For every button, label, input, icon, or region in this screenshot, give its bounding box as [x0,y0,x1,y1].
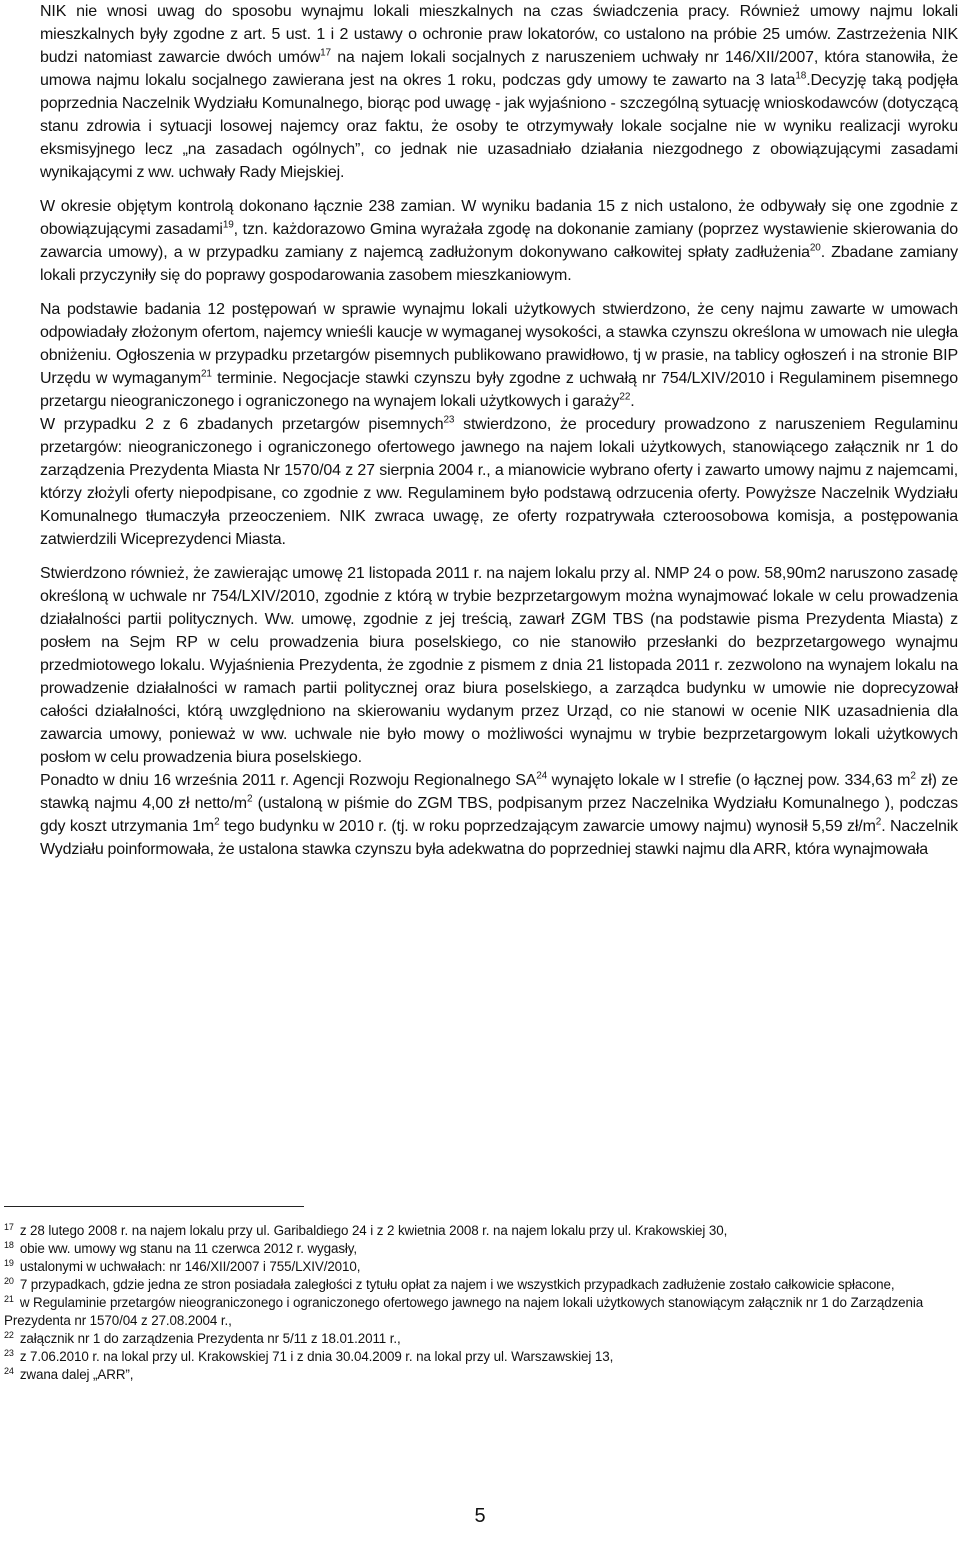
footnote-number: 17 [4,1221,14,1232]
paragraph-text: (ustaloną w piśmie do ZGM TBS, podpisanym przez Naczelnika Wydziału Komunalnego ), podczas gdy koszt utrzymania 1m [40,795,959,835]
main-text [40,0,958,861]
footnote-text: w Regulaminie przetargów nieograniczonego i ograniczonego ofertowego jawnego na najem lokali użytkowych stanowiącym załącznik nr 1 do Zarządzenia Prezydenta nr 1570/04 z 27.08.2004 r., [4,1295,924,1328]
footnote-number: 18 [4,1239,14,1250]
footnote [4,1222,954,1240]
footnotes [4,1222,954,1384]
footnote-text: z 28 lutego 2008 r. na najem lokalu przy ul. Garibaldiego 24 i z 2 kwietnia 2008 r. na najem lokalu przy ul. Krakowskiej 30, [19,1223,728,1238]
footnote [4,1294,954,1330]
paragraph-text: . Zbadane zamiany lokali przyczyniły się do poprawy gospodarowania zasobem mieszkaniowym. [40,244,958,284]
paragraph-text: .Decyzję taką podjęła poprzednia Naczelnik Wydziału Komunalnego, biorąc pod uwagę - jak wyjaśniono - szczególną sytuację wnioskodawców (dotyczącą stanu zdrowia i sytuacji losowej najemcy oraz faktu, że osoby te otrzymywały lokale socjalne nie w wyniku realizacji wyroku eksmisyjnego lecz „na zasadach ogólnych”, co jednak nie uzasadniało działania niezgodnego z obowiązującymi zasadami wynikającymi z ww. uchwały Rady Miejskiej. [40,72,958,181]
footnote [4,1276,954,1294]
paragraph-text: wynajęto lokale w I strefie (o łącznej pow. 334,63 m [547,772,911,789]
footnote [4,1366,954,1384]
footnote-reference: 18 [795,70,807,82]
paragraph-text: , tzn. każdorazowo Gmina wyrażała zgodę na dokonanie zamiany (poprzez wystawienie skierowania do zawarcia umowy), a w przypadku zamiany z najemcą zadłużonym dokonywano całkowitej spłaty zadłużenia [40,221,958,261]
footnote-separator [4,1206,304,1207]
paragraph-text: W okresie objętym kontrolą dokonano łącznie 238 zamian. W wyniku badania 15 z nich ustalono, że odbywały się one zgodnie z obowiązującymi zasadami [40,198,958,238]
footnote [4,1258,954,1276]
footnote [4,1330,954,1348]
footnote-text: zwana dalej „ARR”, [19,1367,134,1382]
paragraph-text: na najem lokali socjalnych z naruszeniem uchwały nr 146/XII/2007, która stanowiła, że umowa najmu lokalu socjalnego zawierana jest na okres 1 roku, podczas gdy umowy te zawarto na 3 lata [40,49,958,89]
paragraph-text: Ponadto w dniu 16 września 2011 r. Agencji Rozwoju Regionalnego SA [40,772,537,789]
paragraph-text: NIK nie wnosi uwag do sposobu wynajmu lokali mieszkalnych na czas świadczenia pracy. Również umowy najmu lokali mieszkalnych były zgodne z art. 5 ust. 1 i 2 ustawy o ochronie praw lokatorów, co ustalono na próbie 25 umów. Zastrzeżenia NIK budzi natomiast zawarcie dwóch umów [40,3,958,66]
paragraph [40,769,958,861]
footnote-reference: 2 [875,816,882,828]
footnote-text: z 7.06.2010 r. na lokal przy ul. Krakowskiej 71 i z dnia 30.04.2009 r. na lokal przy ul. Warszawskiej 13, [19,1349,614,1364]
paragraph [40,195,958,287]
paragraph [40,562,958,769]
footnote-text: obie ww. umowy wg stanu na 11 czerwca 2012 r. wygasły, [19,1241,358,1256]
footnote-text: ustalonymi w uchwałach: nr 146/XII/2007 i 755/LXIV/2010, [19,1259,361,1274]
footnote [4,1348,954,1366]
footnote-reference: 23 [443,414,455,426]
paragraph-text: Stwierdzono również, że zawierając umowę 21 listopada 2011 r. na najem lokalu przy al. NMP 24 o pow. 58,90m2 naruszono zasadę określoną w uchwale nr 754/LXIV/2010, zgodnie z którą w trybie bezprzetargowym można wynajmować lokale w celu prowadzenia działalności partii politycznych. Ww. umowę, zgodnie z jej treścią, zawarł ZGM TBS (na podstawie pisma Prezydenta Miasta) z posłem na Sejm RP w celu prowadzenia biura poselskiego, co nie stanowiło przesłanki do bezprzetargowego wynajmu przedmiotowego lokalu. Wyjaśnienia Prezydenta, że zgodnie z pismem z dnia 21 listopada 2011 r. zezwolono na wynajem lokalu na prowadzenie działalności w ramach partii politycznej oraz biura poselskiego, a zarządca budynku w umowie nie doprecyzował całości działalności, którą uwzględniono na skierowaniu wydanym przez Urząd, co nie stanowi w ocenie NIK uzasadnienia dla zawarcia umowy, ponieważ w ww. uchwale nie było mowy o możliwości wynajmu w trybie bezprzetargowym lokali użytkowych posłom w celu prowadzenia biura poselskiego. [40,565,958,766]
footnote-number: 20 [4,1275,14,1286]
paragraph-text: zł) ze stawką najmu 4,00 zł netto/m [40,772,958,812]
paragraph-text: terminie. Negocjacje stawki czynszu były zgodne z uchwałą nr 754/LXIV/2010 i Regulaminem pisemnego przetargu nieograniczonego i ograniczonego na wynajem lokali użytkowych i garaży [40,370,958,410]
footnote-reference: 17 [320,47,331,59]
paragraph [40,298,958,413]
paragraph-text: Na podstawie badania 12 postępowań w sprawie wynajmu lokali użytkowych stwierdzono, że ceny najmu zawarte w umowach odpowiadały złożonym ofertom, najemcy wnieśli kaucje w wymaganej wysokości, a stawka czynszu określona w umowach nie uległa obniżeniu. Ogłoszenia w przypadku przetargów pisemnych publikowano prawidłowo, tj w prasie, na tablicy ogłoszeń i na stronie BIP Urzędu w wymaganym [40,301,958,387]
footnote-number: 22 [4,1329,14,1340]
footnote-number: 24 [4,1365,14,1376]
footnote-number: 19 [4,1257,14,1268]
footnote [4,1240,954,1258]
paragraph-text: . Naczelnik Wydziału poinformowała, że ustalona stawka czynszu była adekwatna do poprzedniej stawki najmu dla ARR, która wynajmowała [40,818,958,858]
paragraph-text: W przypadku 2 z 6 zbadanych przetargów pisemnych [40,416,444,433]
footnote-reference: 24 [536,770,548,782]
paragraph [40,413,958,551]
footnote-reference: 21 [201,368,212,380]
paragraph-text: stwierdzono, że procedury prowadzono z naruszeniem Regulaminu przetargów: nieograniczonego i ograniczonego ofertowego jawnego na najem lokali użytkowych, stanowiącego załącznik nr 1 do zarządzenia Prezydenta Miasta Nr 1570/04 z 27 sierpnia 2004 r., a mianowicie wybrano oferty i zawarto umowy najmu z najemcami, którzy złożyli oferty niepodpisane, co zgodnie z ww. Regulaminem było podstawą odrzucenia oferty. Powyższe Naczelnik Wydziału Komunalnego tłumaczyła przeoczeniem. NIK zwraca uwagę, ze oferty rozpatrywała czteroosobowa komisja, a postępowania zatwierdzili Wiceprezydenci Miasta. [40,416,958,548]
paragraph-text: tego budynku w 2010 r. (tj. w roku poprzedzającym zawarcie umowy najmu) wynosił 5,59 zł/m [219,818,876,835]
footnote-reference: 2 [214,816,220,828]
footnote-text: 7 przypadkach, gdzie jedna ze stron posiadała zaległości z tytułu opłat za najem i we wszystkich przypadkach zadłużenie zostało całkowicie spłacone, [19,1277,895,1292]
footnote-reference: 19 [222,219,234,231]
footnote-reference: 2 [246,793,253,805]
footnote-reference: 2 [910,770,916,782]
paragraph-text: . [630,393,635,410]
footnote-reference: 22 [619,391,631,403]
paragraph [40,0,958,184]
footnote-text: załącznik nr 1 do zarządzenia Prezydenta nr 5/11 z 18.01.2011 r., [19,1331,401,1346]
footnote-number: 23 [4,1347,14,1358]
page-number: 5 [474,1505,486,1527]
footnote-reference: 20 [809,242,821,254]
footnote-number: 21 [4,1293,14,1304]
